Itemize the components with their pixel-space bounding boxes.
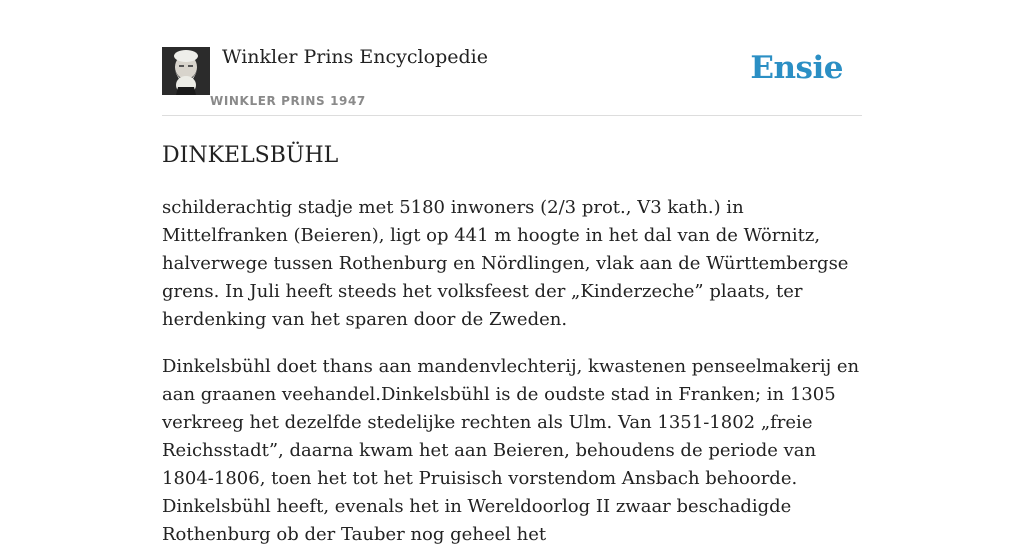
article-paragraph-2: Dinkelsbühl doet thans aan mandenvlechterij, kwastenen penseelmakerij en aan graanen veehandel.Dinkelsbühl is de oudste stad in Franken; in 1305 verkreeg het dezelfde stedelijke rechten als Ulm. Van 1351-1802 „freie Reichsstadt”, daarna kwam het aan Beieren, behoudens de periode van 1804-1806, toen het tot het Pruisisch vorstendom Ansbach behoorde. Dinkelsbühl heeft, evenals het in Wereldoorlog II zwaar beschadigde Rothenburg ob der Tauber nog geheel het (162, 356, 860, 545)
article-paragraph-1: schilderachtig stadje met 5180 inwoners (2/3 prot., V3 kath.) in Mittelfranken (Beieren), ligt op 441 m hoogte in het dal van de Wörnitz, halverwege tussen Rothenburg en Nördlingen, vlak aan de Württembergse grens. In Juli heeft steeds het volksfeest der „Kinderzeche” plaats, ter herdenking van het sparen door de Zweden. (162, 197, 849, 330)
brand-logo[interactable]: Ensie (750, 50, 843, 86)
site-header (162, 0, 862, 116)
bearded-man-portrait-icon (162, 47, 210, 95)
page-container (162, 0, 862, 549)
site-title[interactable]: Winkler Prins Encyclopedie (222, 46, 488, 68)
source-label[interactable]: WINKLER PRINS 1947 (210, 94, 366, 108)
avatar[interactable] (162, 47, 210, 95)
article-title: DINKELSBÜHL (162, 143, 339, 168)
